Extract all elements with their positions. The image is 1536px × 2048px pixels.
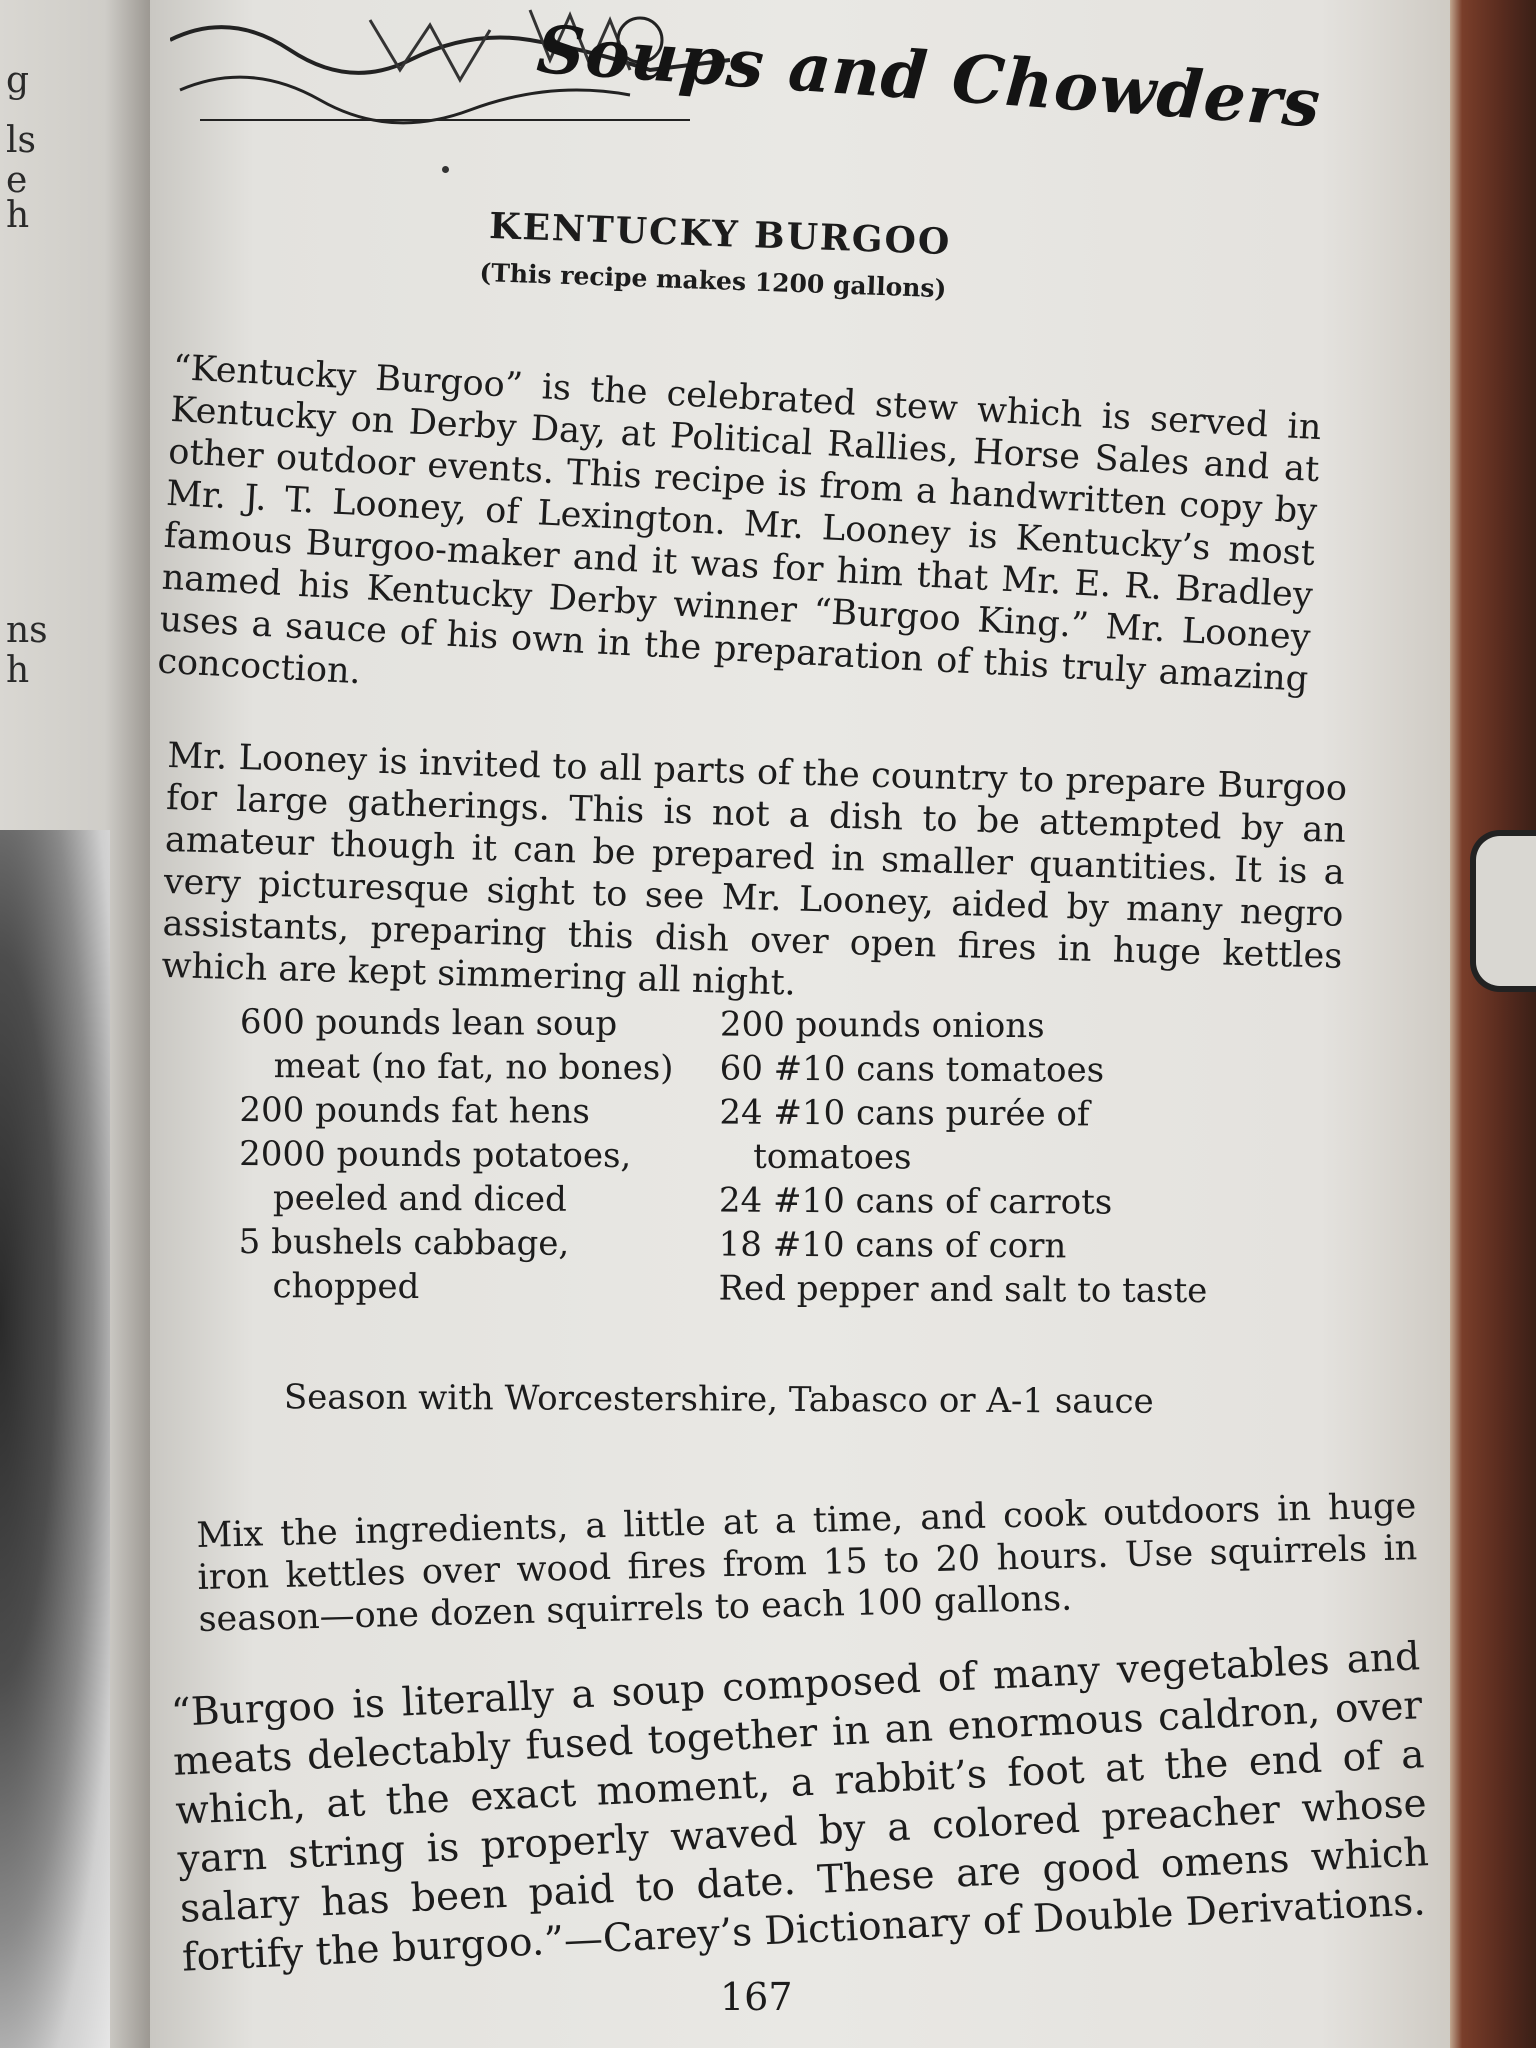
ingredients-right-column (718, 1003, 1240, 1314)
printing-dot (442, 166, 449, 173)
ingredient-item: 18 #10 cans of corn (718, 1224, 1067, 1267)
ingredient-item: 600 pounds lean soup meat (no fat, no bones) (239, 1002, 674, 1089)
section-title: Soups and Chowders (534, 10, 1324, 143)
left-page-fragment: h (6, 195, 30, 236)
ingredients-list (238, 1000, 1400, 1426)
ingredient-item: 24 #10 cans of carrots (718, 1180, 1113, 1223)
left-page-fragment: ls (6, 120, 36, 161)
page-tab (1470, 830, 1536, 992)
ingredients-left-column (238, 1000, 680, 1310)
left-page-fragment: ns (6, 610, 48, 651)
cookbook-page (150, 0, 1450, 2048)
left-page (0, 0, 150, 2048)
second-paragraph: Mr. Looney is invited to all parts of the country to prepare Burgoo for large gatherings. This is not a dish to be attempted by an amateur though it can be prepared in smaller quantities. It is a very picturesque sight to see Mr. Looney, aided by many negro assistants, preparing this dish over open fires in huge kettles which are kept simmering all night. (160, 735, 1348, 1004)
left-page-fragment: h (6, 650, 30, 691)
left-page-fragment: e (6, 160, 28, 201)
ingredient-item: 2000 pounds potatoes, peeled and diced (239, 1133, 632, 1220)
quote-paragraph: “Burgoo is literally a soup composed of many vegetables and meats delectably fused together in an enormous caldron, over which, at the exact moment, a rabbit’s foot at the end of a yarn string is properly waved by a colored preacher whose salary has been paid to date. These are good omens which fortify the burgoo.”—Carey’s Dictionary of Double Derivations. (170, 1634, 1430, 1981)
ingredient-item: 5 bushels cabbage, chopped (238, 1221, 570, 1307)
recipe-subtitle: (This recipe makes 1200 gallons) (478, 258, 947, 304)
ingredient-item: 24 #10 cans purée of tomatoes (719, 1092, 1090, 1178)
seasoning-line: Season with Worcestershire, Tabasco or A-1 sauce (283, 1377, 1154, 1422)
ingredient-item: 200 pounds onions (719, 1004, 1045, 1047)
recipe-title: KENTUCKY BURGOO (488, 205, 952, 264)
intro-paragraph: “Kentucky Burgoo” is the celebrated stew which is served in Kentucky on Derby Day, at Political Rallies, Horse Sales and at other outdoor events. This recipe is from a handwritten copy by Mr. J. T. Looney, of Lexington. Mr. Looney is Kentucky’s most famous Burgoo-maker and it was for him that Mr. E. R. Bradley named his Kentucky Derby winner “Burgoo King.” Mr. Looney uses a sauce of his own in the preparation of this truly amazing concoction. (156, 347, 1323, 700)
ingredient-item: Red pepper and salt to taste (718, 1268, 1208, 1312)
page-number: 167 (720, 1975, 793, 2019)
ingredient-item: 60 #10 cans tomatoes (719, 1048, 1105, 1091)
ingredient-item: 200 pounds fat hens (239, 1089, 590, 1132)
left-page-fragment: g (6, 60, 30, 101)
book-cover-edge (1446, 0, 1536, 2048)
left-page-photo (0, 830, 110, 2048)
method-paragraph: Mix the ingredients, a little at a time, and cook outdoors in huge iron kettles over wood fires from 15 to 20 hours. Use squirrels in season—one dozen squirrels to each 100 gallons. (196, 1486, 1418, 1640)
